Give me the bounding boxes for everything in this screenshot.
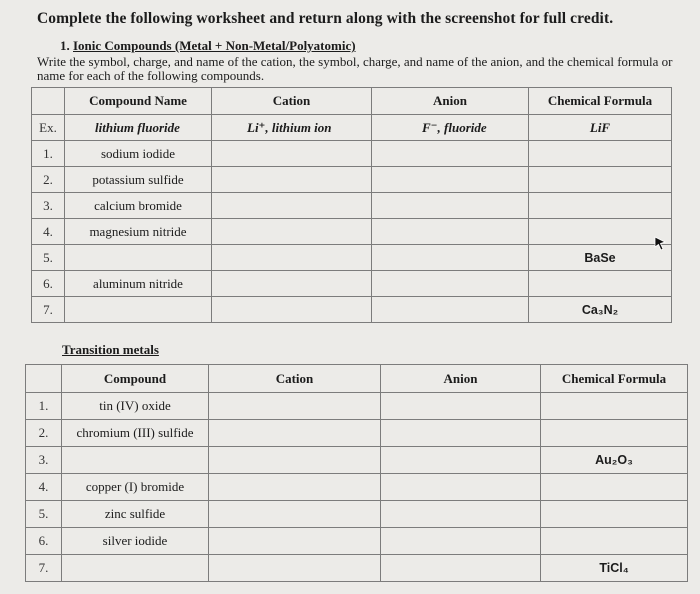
table-row xyxy=(26,555,688,582)
anion-cell[interactable] xyxy=(381,501,541,528)
anion-cell[interactable] xyxy=(381,420,541,447)
table-row xyxy=(32,167,672,193)
compound-cell[interactable] xyxy=(65,297,212,323)
formula-cell[interactable] xyxy=(541,528,688,555)
formula-cell[interactable]: Ca₃N₂ xyxy=(529,297,672,323)
section-heading xyxy=(60,38,356,54)
formula-cell[interactable]: BaSe xyxy=(529,245,672,271)
compound-cell[interactable]: copper (I) bromide xyxy=(62,474,209,501)
table-row xyxy=(32,219,672,245)
cation-cell[interactable] xyxy=(212,141,372,167)
table-row xyxy=(32,141,672,167)
table-row xyxy=(26,393,688,420)
table-header-row xyxy=(32,88,672,115)
header-compound: Compound xyxy=(62,365,209,393)
cation-cell[interactable] xyxy=(209,393,381,420)
transition-metals-heading: Transition metals xyxy=(62,342,159,357)
cation-cell[interactable] xyxy=(209,474,381,501)
row-number: 1. xyxy=(26,393,62,420)
cation-cell[interactable] xyxy=(209,501,381,528)
anion-cell[interactable] xyxy=(372,297,529,323)
cation-cell[interactable] xyxy=(209,555,381,582)
formula-cell[interactable]: TiCl₄ xyxy=(541,555,688,582)
formula-cell[interactable] xyxy=(541,420,688,447)
anion-cell[interactable] xyxy=(372,167,529,193)
cation-cell[interactable] xyxy=(209,447,381,474)
header-num xyxy=(32,88,65,115)
formula-cell[interactable] xyxy=(529,167,672,193)
compound-cell[interactable]: zinc sulfide xyxy=(62,501,209,528)
cation-cell[interactable] xyxy=(212,193,372,219)
formula-cell[interactable] xyxy=(541,501,688,528)
compound-cell[interactable] xyxy=(65,245,212,271)
header-formula: Chemical Formula xyxy=(529,88,672,115)
cation-cell[interactable] xyxy=(209,528,381,555)
cation-cell[interactable] xyxy=(212,219,372,245)
row-number: 5. xyxy=(32,245,65,271)
anion-cell[interactable] xyxy=(372,219,529,245)
compound-cell[interactable]: tin (IV) oxide xyxy=(62,393,209,420)
table-row xyxy=(32,245,672,271)
example-row xyxy=(32,115,672,141)
header-formula: Chemical Formula xyxy=(541,365,688,393)
header-cation: Cation xyxy=(212,88,372,115)
compound-cell[interactable]: potassium sulfide xyxy=(65,167,212,193)
header-anion: Anion xyxy=(372,88,529,115)
compound-cell[interactable] xyxy=(62,447,209,474)
table-row xyxy=(26,420,688,447)
compound-cell[interactable] xyxy=(62,555,209,582)
anion-cell[interactable] xyxy=(372,141,529,167)
table-row xyxy=(32,193,672,219)
ionic-compounds-table xyxy=(31,87,672,323)
anion-cell[interactable] xyxy=(381,447,541,474)
row-number: 3. xyxy=(32,193,65,219)
compound-cell[interactable]: calcium bromide xyxy=(65,193,212,219)
row-number: 1. xyxy=(32,141,65,167)
formula-cell[interactable] xyxy=(529,219,672,245)
page-title: Complete the following worksheet and return along with the screenshot for full credit. xyxy=(37,10,614,27)
table-header-row xyxy=(26,365,688,393)
compound-cell: lithium fluoride xyxy=(65,115,212,141)
anion-cell[interactable] xyxy=(372,271,529,297)
mouse-cursor-icon xyxy=(653,236,667,252)
row-number: 7. xyxy=(26,555,62,582)
section-number: 1. xyxy=(60,38,70,53)
cation-cell[interactable] xyxy=(212,271,372,297)
table-row xyxy=(32,297,672,323)
row-number: 3. xyxy=(26,447,62,474)
row-number: 4. xyxy=(26,474,62,501)
formula-cell[interactable]: Au₂O₃ xyxy=(541,447,688,474)
header-anion: Anion xyxy=(381,365,541,393)
anion-cell: F⁻, fluoride xyxy=(372,115,529,141)
row-number: 5. xyxy=(26,501,62,528)
transition-metals-table xyxy=(25,364,688,582)
formula-cell[interactable] xyxy=(529,271,672,297)
cation-cell[interactable] xyxy=(209,420,381,447)
header-compound: Compound Name xyxy=(65,88,212,115)
compound-cell[interactable]: silver iodide xyxy=(62,528,209,555)
table-row xyxy=(32,271,672,297)
compound-cell[interactable]: sodium iodide xyxy=(65,141,212,167)
formula-cell: LiF xyxy=(529,115,672,141)
header-num xyxy=(26,365,62,393)
table-row xyxy=(26,528,688,555)
row-number: 6. xyxy=(26,528,62,555)
cation-cell[interactable] xyxy=(212,167,372,193)
anion-cell[interactable] xyxy=(372,193,529,219)
instructions: Write the symbol, charge, and name of the cation, the symbol, charge, and name of the anion, and the chemical formula or name for each of the following compounds. xyxy=(37,54,673,83)
cation-cell: Li⁺, lithium ion xyxy=(212,115,372,141)
table-row xyxy=(26,447,688,474)
formula-cell[interactable] xyxy=(529,193,672,219)
anion-cell[interactable] xyxy=(372,245,529,271)
cation-cell[interactable] xyxy=(212,297,372,323)
compound-cell[interactable]: chromium (III) sulfide xyxy=(62,420,209,447)
formula-cell[interactable] xyxy=(541,474,688,501)
row-number: Ex. xyxy=(32,115,65,141)
cation-cell[interactable] xyxy=(212,245,372,271)
row-number: 7. xyxy=(32,297,65,323)
row-number: 2. xyxy=(32,167,65,193)
row-number: 6. xyxy=(32,271,65,297)
anion-cell[interactable] xyxy=(381,474,541,501)
formula-cell[interactable] xyxy=(529,141,672,167)
anion-cell[interactable] xyxy=(381,393,541,420)
compound-cell[interactable]: magnesium nitride xyxy=(65,219,212,245)
table-row xyxy=(26,501,688,528)
row-number: 4. xyxy=(32,219,65,245)
anion-cell[interactable] xyxy=(381,555,541,582)
compound-cell[interactable]: aluminum nitride xyxy=(65,271,212,297)
formula-cell[interactable] xyxy=(541,393,688,420)
table-row xyxy=(26,474,688,501)
anion-cell[interactable] xyxy=(381,528,541,555)
header-cation: Cation xyxy=(209,365,381,393)
section-title: Ionic Compounds (Metal + Non-Metal/Polyatomic) xyxy=(73,38,356,53)
row-number: 2. xyxy=(26,420,62,447)
